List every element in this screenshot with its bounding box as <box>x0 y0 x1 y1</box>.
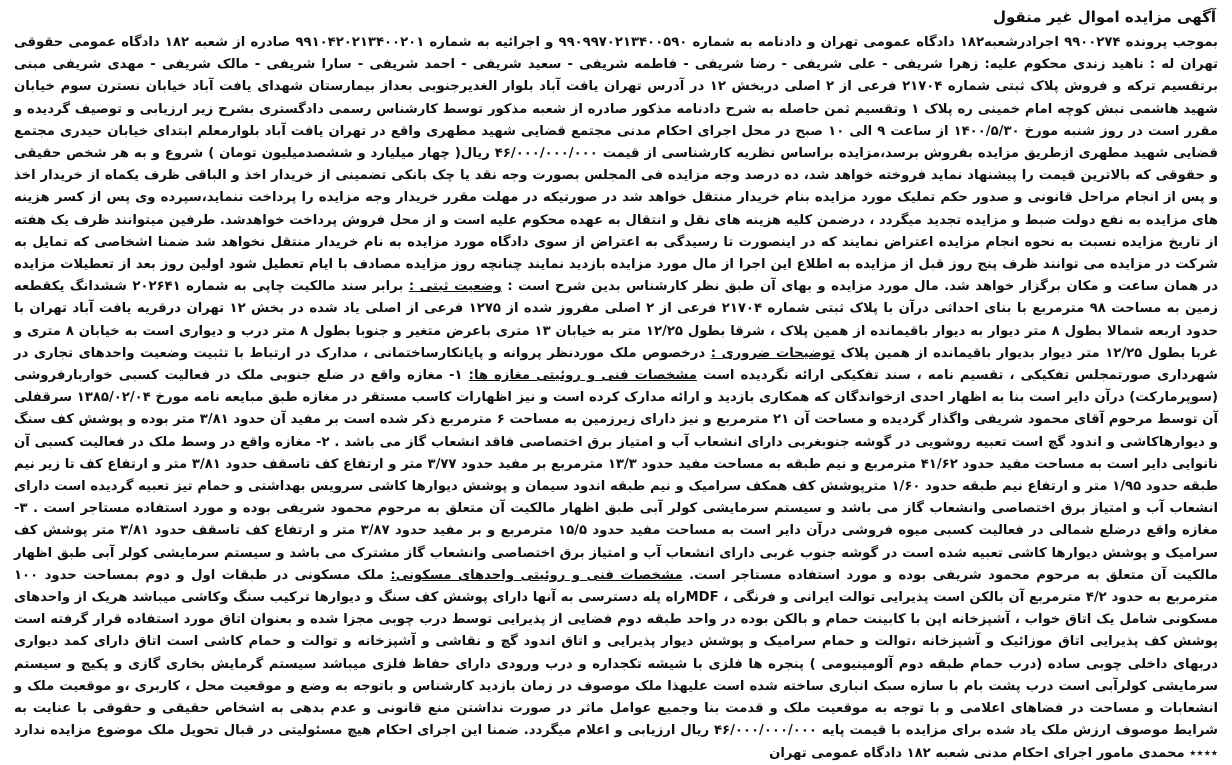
body-text-segment: ۱- مغازه واقع در ضلع جنوبی ملک در فعالیت کسبی خواربارفروشی (سوپرمارکت) درآن دایر است بنا به اظهار احدی ازخواندگان که همکاری بازدید و ارائه مدارک کرده است و نیز اظهارات کاسب مستقر در مغازه طبق مبایعه نامه مورخ ۱۳۸۵/۰۲/۰۴ سرقفلی آن توسط مرحوم آقای محمود شریفی واگذار گردیده و مساحت آن ۲۱ مترمربع و نیز دارای زیرزمین به مساحت ۶ مترمربع ذکر شده است بر مفید آن حدود ۳/۸۱ متر بوده و پوشش کف سنگ و دیوارهاکاشی و اندود گچ است تعبیه روشویی در گوشه جنوبغربی دارای انشعاب آب و امتیاز برق اختصاصی فاقد انشعاب گاز می باشد . ۲- مغازه واقع در وسط ملک در فعالیت کسبی آن نانوایی دایر است به مساحت مفید حدود ۴۱/۶۲ مترمربع و نیم طبقه به مساحت مفید حدود ۱۳/۳ مترمربع بر مفید حدود ۳/۷۷ متر و ارتفاع کف تاسقف حدود ۳/۸۱ متر و ارتفاع کف تا زیر نیم طبقه حدود ۱/۹۵ متر و ارتفاع نیم طبقه حدود ۱/۶۰ مترپوشش کف همکف سرامیک و نیم طبقه اندود سیمان و پوشش دیوارها کاشی سرویس بهداشتی و حمام تیز تعبیه گردیده است دارای انشعاب آب و امتیاز برق اختصاصی وانشعاب گاز می باشد و سیستم سرمایشی کولر آبی طبق اظهار مالکیت آن متعلق به مرحوم محمود شریفی بوده و مورد استفاده مستاجر است . ۳- مغازه واقع درضلع شمالی در فعالیت کسبی میوه فروشی درآن دایر است به مساحت مفید حدود ۱۵/۵ مترمربع و بر مفید حدود ۳/۸۷ متر و ارتفاع کف تاسقف حدود ۳/۸۱ متر پوشش کف سرامیک و پوشش دیوارها کاشی تعبیه شده است در گوشه جنوب غربی دارای انشعاب آب و امتیاز برق اختصاصی وانشعاب گاز مشترک می باشد و سیستم سرمایشی کولر آبی طبق اظهار مالکیت آن متعلق به مرحوم محمود شریفی بوده و مورد استفاده مستاجر است. <box>14 368 1219 583</box>
necessary-notes-heading: توضیحات ضروری : <box>710 345 836 361</box>
notice-body <box>14 32 1218 765</box>
notice-title: آگهی مزایده اموال غیر منقول <box>992 8 1216 26</box>
residential-specs-heading: مشخصات فنی و روئیتی واحدهای مسکونی: <box>390 567 683 583</box>
body-text-segment: برابر سند مالکیت چاپی به شماره ۲۰۲۶۴۱ ششدانگ یکقطعه زمین به مساحت ۹۸ مترمربع با بنای احداثی درآن با پلاک ثبتی شماره ۲۱۷۰۴ فرعی از ۲ اصلی مفروز شده از ۱۲۷۵ فرعی از اصلی یاد شده در بخش ۱۲ تهران درقریه یافت آباد تهران با حدود اربعه شمالا بطول ۸ متر دیوار به دیوار باقیمانده از همین پلاک ، شرقا بطول ۱۲/۲۵ متر به خیابان ۱۳ متری باعرض متغیر و جنوبا بطول ۸ متر درب و دیواری است به خیابان ۸ متری و غربا بطول ۱۲/۲۵ متر دیوار بدیوار باقیمانده از همین پلاک <box>14 279 1219 361</box>
shops-specs-heading: مشخصات فنی و روئیتی مغازه ها: <box>468 368 697 384</box>
body-text-segment: ملک مسکونی در طبقات اول و دوم بمساحت حدود ۱۰۰ مترمربع به حدود ۴/۲ مترمربع آن بالکن است پذیرایی توالت ایرانی و فرنگی ، MDFراه پله دسترسی به آنها دارای پوشش کف سنگ و دیوارها ترکیب سنگ وکاشی میباشد هریک از واحدهای مسکونی شامل یک اتاق خواب ، آشپزخانه اپن با کابینت حمام و بالکن بوده در واحد طبقه دوم فضایی از پذیرایی توسط درب چوبی مجزا شده و بعنوان اتاق مورد استفاده قرار گرفته است پوشش کف پذیرایی اتاق موزائیک و آشپزخانه ،توالت و حمام سرامیک و پوشش دیوار پذیرایی و اتاق اندود گچ و نقاشی و آشپزخانه و توالت و حمام کاشی است اتاق دارای کمد دیواری دربهای داخلی چوبی ساده (درب حمام طبقه دوم آلومینیومی ) پنجره ها فلزی با شیشه تکجداره و درب ورودی دارای حفاظ فلزی میباشد سیستم گرمایش بخاری گازی و پکیج و سیستم سرمایشی کولرآبی است درب پشت بام با سازه سبک انباری ساخته شده است علیهذا ملک موصوف در زمان بازدید کارشناس و باتوجه به وضع و موقعیت محل ، کاربری ،و موقعیت ملک و انشعابات و مساحت در فضاهای اعلامی و با توجه به موقعیت ملک و قدمت بنا وجمیع عوامل ماثر در صورت نداشتن منع قانونی و عدم بدهی به اشخاص حقیقی و حقوقی با عنایت به شرایط موصوف ارزش ملک یاد شده برای مزایده با قیمت پایه ۴۶/۰۰۰/۰۰۰/۰۰۰ ریال ارزیابی و اعلام میگردد. ضمنا این اجرای احکام هیچ مسئولیتی در قبال تحویل ملک موضوع مزایده ندارد ٭٭٭٭ محمدی مامور اجرای احکام مدنی شعبه ۱۸۲ دادگاه عمومی تهران <box>14 567 1218 761</box>
body-text-segment: درخصوص ملک موردنظر پروانه و پایانکارساختمانی ، مدارک در ارتباط با تثبیت وضعیت واحدهای تجاری در شهرداری صورتمجلس تفکیکی ، تقسیم نامه ، سند تفکیکی ارائه نگردیده است <box>14 345 1219 384</box>
body-text-segment: بموجب پرونده ۹۹۰۰۲۷۴ اجرادرشعبه۱۸۲ دادگاه عمومی تهران و دادنامه به شماره ۹۹۰۹۹۷۰۲۱۳۴۰۰۵۹۰ و اجرائیه به شماره ۹۹۱۰۴۲۰۲۱۳۴۰۰۲۰۱ صادره از شعبه ۱۸۲ دادگاه عمومی حقوقی تهران له : ناهید زندی محکوم علیه: زهرا شریفی - علی شریفی - رضا شریفی - فاطمه شریفی - سعید شریفی - احمد شریفی - سارا شریفی - مالک شریفی - مهدی شریفی مبنی برتقسیم ترکه و فروش پلاک ثبتی شماره ۲۱۷۰۴ فرعی از ۲ اصلی دربخش ۱۲ در آدرس تهران یافت آباد بلوار الغدیرجنوبی بعداز بیمارستان شهدای یافت آباد خیابان نسترن سوم خیابان شهید هاشمی نبش کوچه امام خمینی ره پلاک ۱ وتقسیم ثمن حاصله به شرح دادنامه مذکور صادره از شعبه مذکور توسط کارشناس رسمی دادگستری بشرح زیر ارزیابی و توصیف گردیده و مقرر است در روز شنبه مورخ ۱۴۰۰/۵/۳۰ از ساعت ۹ الی ۱۰ صبح در محل اجرای احکام مدنی مجتمع قضایی شهید مطهری واقع در تهران یافت آباد بلوارمعلم ابتدای خیابان حیدری مجتمع قضایی شهید مطهری ازطریق مزایده بفروش برسد،مزایده براساس نظریه کارشناسی از قیمت ۴۶/۰۰۰/۰۰۰/۰۰۰ ریال( چهار میلیارد و ششصدمیلیون تومان ) شروع و به هر شخص حقیقی و حقوقی که بالاترین قیمت را پیشنهاد نماید فروخته خواهد شد، ده درصد وجه مزایده فی المجلس بصورت وجه نقد یا چک بانکی تضمینی از خریدار اخذ و الباقی ظرف یکماه از خریدار اخذ و پس از انجام مراحل قانونی و صدور حکم تملیک مورد مزایده بنام خریدار منتقل خواهد شد در صورتیکه در مهلت مقرر خریدار وجه مزایده را پرداخت ننماید،سپرده وی پس از کسر هزینه های مزایده به نفع دولت ضبط و مزایده تجدید میگردد ، درضمن کلیه هزینه های نقل و انتقال به عهده محکوم علیه است و از محل فروش پرداخت خواهدشد. طرفین میتوانند ظرف یک هفته از تاریخ مزایده نسبت به نحوه انجام مزایده اعتراض نمایند که در اینصورت تا رسیدگی به اعتراض از سوی دادگاه مورد مزایده به نام خریدار منتقل نخواهد شد ضمنا اشخاصی که تمایل به شرکت در مزایده می توانند ظرف پنج روز قبل از مزایده به اطلاع این اجرا از مال مورد مزایده بازدید نمایند چنانچه روز مزایده مصادف با ایام تعطیل شود اولین روز بعد از تعطیلات مزایده در همان ساعت و مکان برگزار خواهد شد. مال مورد مزایده و بهای آن طبق نظر کارشناس بدین شرح است : <box>14 35 1219 295</box>
registration-status-heading: وضعیت ثبتی : <box>408 279 502 295</box>
